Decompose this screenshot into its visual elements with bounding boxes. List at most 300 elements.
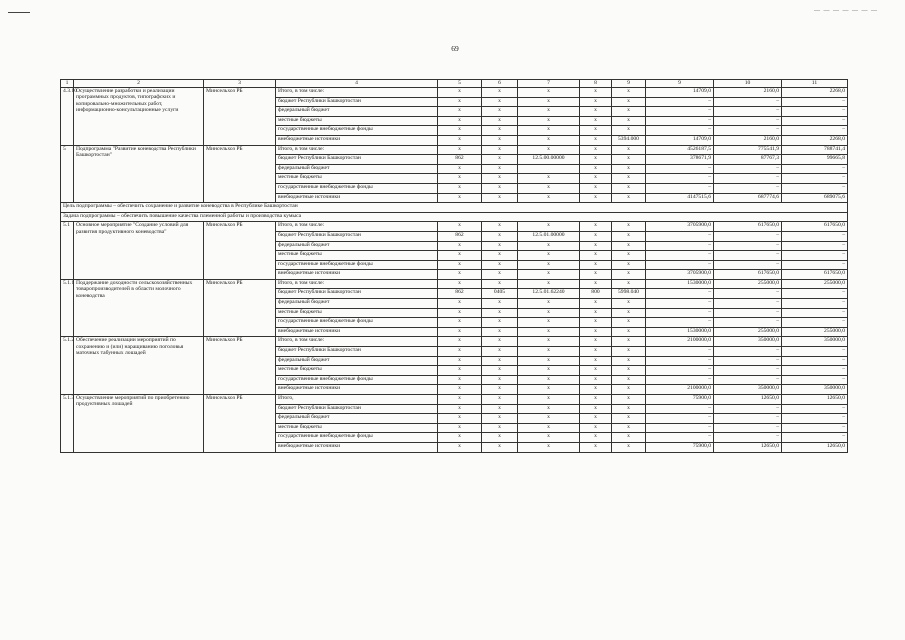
cell-c9a: x (612, 97, 646, 107)
cell-c7: x (518, 222, 580, 232)
cell-c7: x (518, 385, 580, 395)
cell-c10: 350000,0 (714, 385, 782, 395)
cell-c7 (518, 164, 580, 174)
funding-source: бюджет Республики Башкортостан (276, 404, 438, 414)
cell-c10: – (714, 97, 782, 107)
cell-c7: x (518, 145, 580, 155)
cell-c5: x (438, 193, 482, 203)
cell-c7: x (518, 404, 580, 414)
cell-c11: – (782, 404, 848, 414)
cell-c6: x (482, 395, 518, 405)
cell-c8: x (580, 164, 612, 174)
cell-c11: – (782, 366, 848, 376)
cell-c9: 14709,0 (646, 135, 714, 145)
cell-c7: x (518, 299, 580, 309)
cell-c10: – (714, 183, 782, 193)
cell-c8: x (580, 356, 612, 366)
cell-c8: x (580, 279, 612, 289)
cell-c5: x (438, 107, 482, 117)
cell-c9: 4147515,6 (646, 193, 714, 203)
cell-c10: – (714, 347, 782, 357)
cell-c8: x (580, 385, 612, 395)
cell-c9: 4526187,5 (646, 145, 714, 155)
cell-c6: 0405 (482, 289, 518, 299)
funding-source: местные бюджеты (276, 116, 438, 126)
table-row (61, 337, 848, 347)
cell-c11: – (782, 183, 848, 193)
funding-source: внебюджетные источники (276, 327, 438, 337)
cell-c5: x (438, 279, 482, 289)
cell-c10: 2160,0 (714, 135, 782, 145)
cell-c9: 14709,0 (646, 88, 714, 98)
cell-c8: x (580, 442, 612, 452)
cell-c10: 87767,3 (714, 155, 782, 165)
funding-source: государственные внебюджетные фонды (276, 260, 438, 270)
cell-c6: x (482, 404, 518, 414)
cell-c6: x (482, 270, 518, 280)
cell-c9: 2100000,0 (646, 337, 714, 347)
table-row (61, 279, 848, 289)
cell-c10: 255000,0 (714, 327, 782, 337)
cell-c5: x (438, 260, 482, 270)
cell-c6: x (482, 260, 518, 270)
cell-c9: 3705900,0 (646, 222, 714, 232)
cell-c9: – (646, 423, 714, 433)
cell-c9: – (646, 126, 714, 136)
cell-c5: x (438, 116, 482, 126)
funding-source: Итого, в том числе: (276, 222, 438, 232)
header-cell: 5 (438, 80, 482, 88)
header-cell: 9 (612, 80, 646, 88)
cell-c8: x (580, 270, 612, 280)
funding-source: бюджет Республики Башкортостан (276, 155, 438, 165)
cell-c5: x (438, 385, 482, 395)
cell-c11: – (782, 174, 848, 184)
cell-c10: 617650,0 (714, 222, 782, 232)
cell-c10: – (714, 356, 782, 366)
cell-c9: – (646, 299, 714, 309)
cell-c11: – (782, 299, 848, 309)
funding-source: государственные внебюджетные фонды (276, 318, 438, 328)
cell-c10: – (714, 423, 782, 433)
cell-c6: x (482, 375, 518, 385)
cell-c11: 255000,0 (782, 327, 848, 337)
table-row (61, 88, 848, 98)
cell-c7: x (518, 251, 580, 261)
cell-c7: 12.5.01.00000 (518, 231, 580, 241)
cell-c6: x (482, 174, 518, 184)
cell-c7: 12.5.00.00000 (518, 155, 580, 165)
cell-c7: x (518, 395, 580, 405)
funding-source: государственные внебюджетные фонды (276, 433, 438, 443)
cell-c9: – (646, 375, 714, 385)
cell-c8: x (580, 135, 612, 145)
cell-c10: – (714, 375, 782, 385)
table-row (61, 222, 848, 232)
cell-c6: x (482, 279, 518, 289)
cell-c9: 2100000,0 (646, 385, 714, 395)
header-cell: 3 (204, 80, 276, 88)
cell-c9a: 5394.000 (612, 135, 646, 145)
cell-c8: x (580, 375, 612, 385)
cell-c10: 687774,6 (714, 193, 782, 203)
cell-c11: 689075,6 (782, 193, 848, 203)
cell-c10: – (714, 289, 782, 299)
cell-c5: x (438, 404, 482, 414)
table-row (61, 145, 848, 155)
cell-c7: x (518, 97, 580, 107)
cell-c11: – (782, 164, 848, 174)
cell-c7: x (518, 423, 580, 433)
cell-c8: x (580, 231, 612, 241)
cell-c10: 617650,0 (714, 270, 782, 280)
cell-c9a: x (612, 164, 646, 174)
cell-c5: x (438, 347, 482, 357)
cell-c7: x (518, 433, 580, 443)
cell-c9a: x (612, 279, 646, 289)
cell-c6: x (482, 241, 518, 251)
cell-c9: – (646, 433, 714, 443)
header-cell: 4 (276, 80, 438, 88)
cell-c5: x (438, 423, 482, 433)
cell-c9a: x (612, 174, 646, 184)
cell-c9a: x (612, 414, 646, 424)
funding-source: Итого, в том числе: (276, 88, 438, 98)
cell-c9a: x (612, 145, 646, 155)
span-text: Цель подпрограммы – обеспечить сохранение и развитие коневодства в Республике Башкортостан (61, 203, 848, 213)
cell-c5: x (438, 97, 482, 107)
cell-c9: – (646, 414, 714, 424)
item-code: 5 (61, 145, 74, 203)
cell-c11: – (782, 414, 848, 424)
cell-c8: x (580, 193, 612, 203)
cell-c10: – (714, 433, 782, 443)
cell-c11: 255000,0 (782, 279, 848, 289)
cell-c6: x (482, 107, 518, 117)
cell-c11: – (782, 251, 848, 261)
item-executor: Минсельхоз РБ (204, 88, 276, 146)
cell-c5: x (438, 356, 482, 366)
cell-c6: x (482, 414, 518, 424)
item-executor: Минсельхоз РБ (204, 145, 276, 203)
item-executor: Минсельхоз РБ (204, 279, 276, 337)
cell-c6: x (482, 135, 518, 145)
cell-c11: 788741,4 (782, 145, 848, 155)
funding-source: государственные внебюджетные фонды (276, 375, 438, 385)
cell-c10: – (714, 116, 782, 126)
funding-source: бюджет Республики Башкортостан (276, 231, 438, 241)
cell-c11: – (782, 433, 848, 443)
cell-c9: – (646, 97, 714, 107)
funding-source: местные бюджеты (276, 308, 438, 318)
cell-c9: – (646, 241, 714, 251)
cell-c9: – (646, 251, 714, 261)
cell-c5: 862 (438, 155, 482, 165)
cell-c5: x (438, 183, 482, 193)
cell-c6: x (482, 97, 518, 107)
cell-c5: x (438, 433, 482, 443)
cell-c11: – (782, 356, 848, 366)
cell-c7: x (518, 174, 580, 184)
cell-c9: 378671,9 (646, 155, 714, 165)
cell-c9a: x (612, 241, 646, 251)
cell-c10: – (714, 231, 782, 241)
funding-source: внебюджетные источники (276, 442, 438, 452)
cell-c9a: x (612, 375, 646, 385)
cell-c8: x (580, 414, 612, 424)
cell-c7: x (518, 126, 580, 136)
cell-c6: x (482, 318, 518, 328)
cell-c9a: x (612, 327, 646, 337)
header-cell: 9 (646, 80, 714, 88)
cell-c8: x (580, 183, 612, 193)
funding-source: федеральный бюджет (276, 241, 438, 251)
funding-source: федеральный бюджет (276, 299, 438, 309)
cell-c9a: x (612, 308, 646, 318)
cell-c6: x (482, 337, 518, 347)
cell-c11: 350000,0 (782, 337, 848, 347)
cell-c5: x (438, 318, 482, 328)
cell-c10: – (714, 299, 782, 309)
cell-c8: x (580, 318, 612, 328)
cell-c11: 350000,0 (782, 385, 848, 395)
cell-c7: x (518, 260, 580, 270)
cell-c11: 617650,0 (782, 270, 848, 280)
cell-c11: 617650,0 (782, 222, 848, 232)
cell-c5: x (438, 174, 482, 184)
cell-c11: – (782, 231, 848, 241)
funding-source: бюджет Республики Башкортостан (276, 347, 438, 357)
cell-c10: – (714, 174, 782, 184)
cell-c7: x (518, 347, 580, 357)
cell-c7: x (518, 414, 580, 424)
cell-c11: 99665,8 (782, 155, 848, 165)
cell-c9a: x (612, 318, 646, 328)
cell-c9: – (646, 164, 714, 174)
cell-c8: x (580, 366, 612, 376)
cell-c6: x (482, 183, 518, 193)
cell-c7: 12.5.01.62240 (518, 289, 580, 299)
cell-c11: 2268,0 (782, 135, 848, 145)
cell-c6: x (482, 433, 518, 443)
cell-c9a: x (612, 366, 646, 376)
cell-c6: x (482, 231, 518, 241)
item-title: Осуществление мероприятий по приобретению продуктивных лошадей (74, 395, 204, 453)
cell-c5: x (438, 222, 482, 232)
cell-c9a: x (612, 337, 646, 347)
cell-c10: – (714, 318, 782, 328)
item-executor: Минсельхоз РБ (204, 337, 276, 395)
cell-c5: x (438, 241, 482, 251)
cell-c9a: x (612, 88, 646, 98)
cell-c11: – (782, 308, 848, 318)
header-cell: 7 (518, 80, 580, 88)
cell-c9: – (646, 107, 714, 117)
cell-c9a: x (612, 404, 646, 414)
cell-c5: x (438, 337, 482, 347)
cell-c7: x (518, 116, 580, 126)
cell-c8: x (580, 395, 612, 405)
cell-c8: x (580, 88, 612, 98)
cell-c9: – (646, 231, 714, 241)
header-cell: 6 (482, 80, 518, 88)
cell-c11: – (782, 126, 848, 136)
cell-c7: x (518, 135, 580, 145)
cell-c9a: x (612, 183, 646, 193)
cell-c10: – (714, 164, 782, 174)
cell-c10: – (714, 414, 782, 424)
cell-c6: x (482, 251, 518, 261)
funding-source: Итого, (276, 395, 438, 405)
cell-c8: x (580, 155, 612, 165)
funding-source: Итого, в том числе: (276, 279, 438, 289)
cell-c8: x (580, 107, 612, 117)
funding-source: государственные внебюджетные фонды (276, 126, 438, 136)
item-title: Поддержание доходности сельскохозяйственных товаропроизводителей в области молочного коневодства (74, 279, 204, 337)
cell-c8: x (580, 337, 612, 347)
cell-c7: x (518, 193, 580, 203)
header-cell: 11 (782, 80, 848, 88)
cell-c11: – (782, 107, 848, 117)
cell-c7: x (518, 241, 580, 251)
cell-c8: x (580, 433, 612, 443)
funding-source: Итого, в том числе: (276, 337, 438, 347)
cell-c9a: x (612, 433, 646, 443)
cell-c10: – (714, 260, 782, 270)
cell-c9: – (646, 308, 714, 318)
cell-c9: – (646, 174, 714, 184)
cell-c8: x (580, 126, 612, 136)
cell-c7: x (518, 107, 580, 117)
cell-c9: 3705900,0 (646, 270, 714, 280)
cell-c5: x (438, 164, 482, 174)
cell-c11: – (782, 116, 848, 126)
span-row (61, 212, 848, 222)
cell-c11: – (782, 241, 848, 251)
cell-c6: x (482, 126, 518, 136)
cell-c10: 775541,9 (714, 145, 782, 155)
cell-c11: – (782, 260, 848, 270)
item-code: 5.1.2 (61, 337, 74, 395)
funding-source: местные бюджеты (276, 366, 438, 376)
funding-source: внебюджетные источники (276, 385, 438, 395)
cell-c11: – (782, 289, 848, 299)
cell-c5: x (438, 126, 482, 136)
cell-c5: x (438, 251, 482, 261)
cell-c10: – (714, 107, 782, 117)
cell-c7: x (518, 442, 580, 452)
cell-c10: – (714, 404, 782, 414)
cell-c10: 12650,0 (714, 395, 782, 405)
cell-c6: x (482, 222, 518, 232)
cell-c11: 12650,0 (782, 395, 848, 405)
cell-c9: – (646, 318, 714, 328)
cell-c8: x (580, 251, 612, 261)
cell-c10: – (714, 126, 782, 136)
scan-mark (8, 12, 30, 13)
funding-source: местные бюджеты (276, 423, 438, 433)
header-row (61, 80, 848, 88)
item-title: Основное мероприятие "Создание условий для развития продуктивного коневодства" (74, 222, 204, 280)
cell-c10: 2160,0 (714, 88, 782, 98)
cell-c9a: x (612, 231, 646, 241)
cell-c9: – (646, 116, 714, 126)
cell-c8: x (580, 222, 612, 232)
cell-c8: 800 (580, 289, 612, 299)
cell-c9a: x (612, 193, 646, 203)
item-title: Подпрограмма "Развитие коневодства Республики Башкортостан" (74, 145, 204, 203)
cell-c11: 2268,0 (782, 88, 848, 98)
cell-c8: x (580, 145, 612, 155)
cell-c7: x (518, 366, 580, 376)
cell-c6: x (482, 327, 518, 337)
cell-c5: x (438, 88, 482, 98)
cell-c6: x (482, 193, 518, 203)
cell-c6: x (482, 385, 518, 395)
cell-c6: x (482, 145, 518, 155)
cell-c6: x (482, 164, 518, 174)
cell-c5: x (438, 395, 482, 405)
cell-c6: x (482, 442, 518, 452)
cell-c5: x (438, 414, 482, 424)
cell-c9a: x (612, 299, 646, 309)
cell-c9a: x (612, 116, 646, 126)
cell-c7: x (518, 88, 580, 98)
cell-c9a: x (612, 126, 646, 136)
funding-source: Итого, в том числе: (276, 145, 438, 155)
item-code: 5.1 (61, 222, 74, 280)
item-title: Обеспечение реализации мероприятий по сохранению и (или) наращиванию поголовья маточных табунных лошадей (74, 337, 204, 395)
cell-c9a: x (612, 260, 646, 270)
cell-c9: 1530000,0 (646, 279, 714, 289)
cell-c8: x (580, 423, 612, 433)
funding-source: государственные внебюджетные фонды (276, 183, 438, 193)
item-code: 4.3.10 (61, 88, 74, 146)
funding-source: федеральный бюджет (276, 356, 438, 366)
funding-source: федеральный бюджет (276, 107, 438, 117)
cell-c6: x (482, 423, 518, 433)
cell-c9: – (646, 289, 714, 299)
cell-c6: x (482, 155, 518, 165)
cell-c8: x (580, 404, 612, 414)
funding-source: бюджет Республики Башкортостан (276, 289, 438, 299)
funding-source: местные бюджеты (276, 251, 438, 261)
cell-c8: x (580, 308, 612, 318)
cell-c8: x (580, 327, 612, 337)
cell-c8: x (580, 241, 612, 251)
scan-dashes: — — — — — — — (814, 8, 878, 14)
header-cell: 8 (580, 80, 612, 88)
cell-c7: x (518, 183, 580, 193)
funding-source: федеральный бюджет (276, 414, 438, 424)
cell-c7: x (518, 270, 580, 280)
item-executor: Минсельхоз РБ (204, 222, 276, 280)
cell-c9a: 5998.040 (612, 289, 646, 299)
cell-c10: – (714, 241, 782, 251)
item-code: 5.1.3 (61, 395, 74, 453)
funding-source: федеральный бюджет (276, 164, 438, 174)
cell-c5: 862 (438, 289, 482, 299)
cell-c9a: x (612, 107, 646, 117)
item-title: Осуществление разработки и реализации программных продуктов, типографских и копировально-множительных работ, информационно-консультационные услуги (74, 88, 204, 146)
cell-c9a: x (612, 395, 646, 405)
funding-source: внебюджетные источники (276, 270, 438, 280)
cell-c6: x (482, 356, 518, 366)
cell-c9a: x (612, 385, 646, 395)
funding-source: внебюджетные источники (276, 193, 438, 203)
cell-c9a: x (612, 222, 646, 232)
cell-c5: x (438, 327, 482, 337)
